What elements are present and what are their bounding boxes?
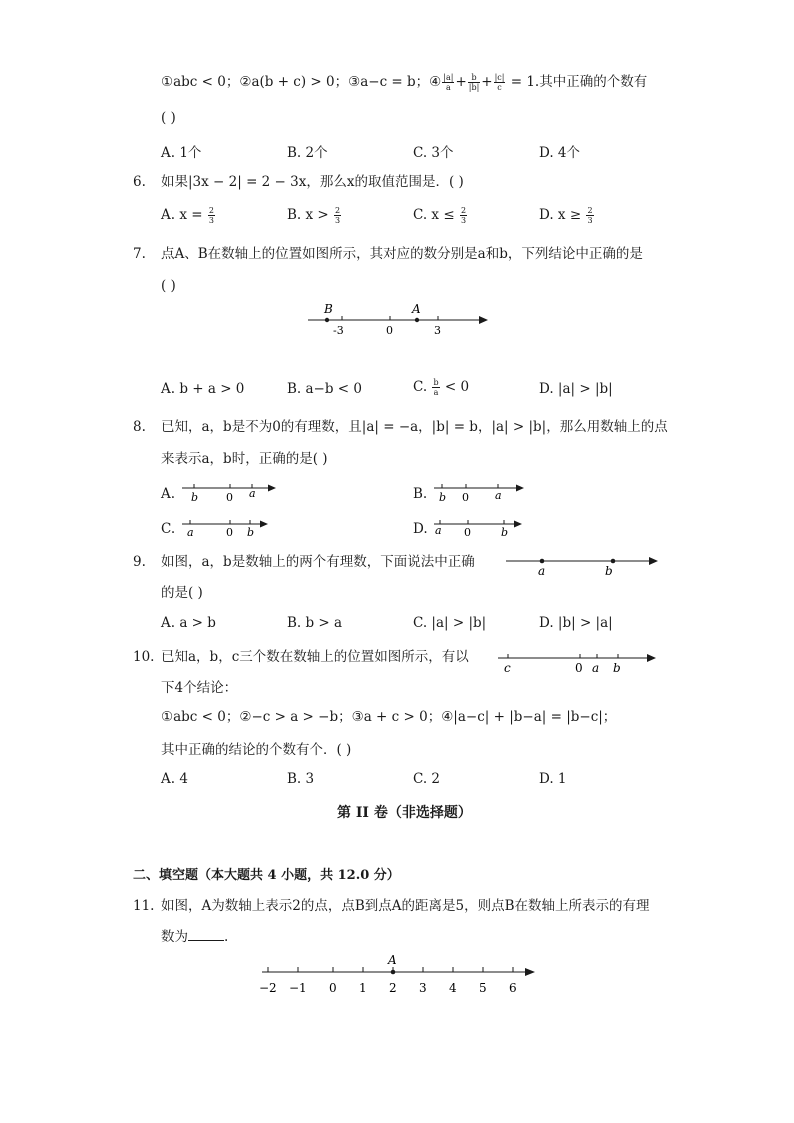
q7-point-a — [415, 318, 419, 322]
q11-tick-label-1: 1 — [359, 981, 367, 995]
q6-number: 6. — [133, 174, 146, 190]
q5-tail: = 1.其中正确的个数有 — [506, 74, 648, 90]
q7-label-a: A — [412, 302, 421, 316]
q11-tick-label-2: 2 — [389, 981, 397, 995]
q6-option-d: D. x ≥ $\frac{2}{3}$ — [539, 206, 593, 225]
q10-option-c: C. 2 — [413, 771, 441, 787]
q7-option-b: B. a−b < 0 — [287, 381, 362, 397]
q5-frac-3: $\frac{|c|}{c}$ — [494, 73, 505, 92]
q7-number: 7. — [133, 246, 146, 262]
q11-point-a — [391, 970, 396, 975]
q8d-label-left: a — [435, 524, 442, 537]
q10-line-1: 已知a，b，c三个数在数轴上的位置如图所示，有以 — [161, 649, 469, 665]
q6-option-a: A. x = $\frac{2}{3}$ — [161, 206, 214, 225]
q8-number: 8. — [133, 419, 146, 435]
q8-option-c-line[interactable] — [178, 514, 278, 542]
q10-label-b: b — [613, 661, 621, 675]
q5-plus-2: + — [481, 74, 493, 90]
q11-answer-blank[interactable] — [188, 928, 224, 941]
q9-option-c: C. |a| > |b| — [413, 615, 487, 631]
q10-label-a: a — [592, 661, 600, 675]
q9-number: 9. — [133, 554, 146, 570]
q11-tick-label-0: 0 — [329, 981, 337, 995]
q10-number-line — [494, 648, 664, 676]
q11-tick-label-neg1: −1 — [289, 981, 307, 995]
q9-option-b: B. b > a — [287, 615, 343, 631]
q7-option-d: D. |a| > |b| — [539, 381, 613, 397]
q9-number-line — [504, 552, 664, 580]
q11-ticks — [268, 967, 513, 972]
q7-text: 点A、B在数轴上的位置如图所示，其对应的数分别是a和b，下列结论中正确的是 — [161, 246, 643, 262]
q9-option-d: D. |b| > |a| — [539, 615, 613, 631]
q7-tick-0: 0 — [386, 324, 393, 337]
q8d-label-zero: 0 — [464, 526, 471, 539]
q11-tick-label-6: 6 — [509, 981, 517, 995]
q8a-label-zero: 0 — [226, 491, 233, 504]
q9-line-1: 如图，a，b是数轴上的两个有理数，下面说法中正确 — [161, 554, 475, 570]
q9-point-b — [611, 559, 616, 564]
q10-label-zero: 0 — [575, 661, 583, 675]
q11-number-line — [256, 952, 546, 998]
q9-line-2: 的是( ) — [161, 585, 203, 601]
q8d-label-right: b — [501, 526, 509, 539]
q8-option-b-line[interactable] — [430, 478, 534, 506]
q5-option-c: C. 3个 — [413, 145, 454, 161]
q8-option-c-label: C. — [161, 521, 176, 537]
q8c-label-left: a — [187, 526, 194, 539]
q5-plus-1: + — [455, 74, 467, 90]
q8-option-a-label: A. — [161, 486, 176, 502]
q7-tick-neg3: -3 — [333, 324, 344, 337]
q10-option-a: A. 4 — [161, 771, 188, 787]
q10-option-d: D. 1 — [539, 771, 567, 787]
q8-option-d-label: D. — [413, 521, 428, 537]
part-2-title: 第 II 卷（非选择题） — [337, 805, 472, 821]
q10-line-2: 下4个结论： — [161, 680, 238, 696]
q8c-label-zero: 0 — [226, 526, 233, 539]
q7-paren: ( ) — [161, 278, 176, 294]
q5-option-b: B. 2个 — [287, 145, 328, 161]
q9-label-a: a — [538, 564, 546, 578]
q5-option-d: D. 4个 — [539, 145, 581, 161]
q11-label-a: A — [388, 953, 397, 967]
q7-label-b: B — [324, 302, 333, 316]
q7-option-c: C. $\frac{b}{a}$ < 0 — [413, 378, 470, 397]
q5-frac-2: $\frac{b}{|b|}$ — [468, 73, 480, 92]
q6-option-c: C. x ≤ $\frac{2}{3}$ — [413, 206, 467, 225]
q6-option-b: B. x > $\frac{2}{3}$ — [287, 206, 341, 225]
q8-option-a-line[interactable] — [178, 478, 282, 506]
q11-number: 11. — [133, 898, 155, 914]
q10-label-c: c — [504, 661, 511, 675]
q11-tick-label-3: 3 — [419, 981, 427, 995]
q5-statements — [161, 72, 647, 92]
q5-frac-1: $\frac{|a|}{a}$ — [443, 73, 454, 92]
q5-paren: ( ) — [161, 110, 176, 126]
q9-option-a: A. a > b — [161, 615, 216, 631]
q7-tick-3: 3 — [434, 324, 441, 337]
q11-tick-label-5: 5 — [479, 981, 487, 995]
q5-text-1: ①abc < 0；②a(b + c) > 0；③a−c = b；④ — [161, 74, 442, 90]
q11-tick-label-neg2: −2 — [259, 981, 277, 995]
q7-number-line — [300, 298, 500, 342]
q11-line-1: 如图，A为数轴上表示2的点，点B到点A的距离是5，则点B在数轴上所表示的有理 — [161, 898, 650, 914]
q5-option-a: A. 1个 — [161, 145, 202, 161]
q11-tick-label-4: 4 — [449, 981, 457, 995]
q8a-label-right: a — [249, 487, 256, 500]
q10-line-4: 其中正确的结论的个数有个．( ) — [161, 742, 352, 758]
q10-line-3: ①abc < 0；②−c > a > −b；③a + c > 0；④|a−c| + |b−a| = |b−c|； — [161, 709, 617, 725]
q8b-label-right: a — [495, 489, 502, 502]
q10-number: 10. — [133, 649, 155, 665]
q8a-label-left: b — [191, 491, 199, 504]
section-2-heading: 二、填空题（本大题共 4 小题，共 12.0 分） — [133, 868, 400, 883]
q8-option-b-label: B. — [413, 486, 428, 502]
q9-label-b: b — [605, 564, 613, 578]
q7-option-a: A. b + a > 0 — [161, 381, 245, 397]
q8b-label-left: b — [439, 491, 447, 504]
q8-line-2: 来表示a，b时，正确的是( ) — [161, 451, 328, 467]
q10-option-b: B. 3 — [287, 771, 315, 787]
q8c-label-right: b — [247, 526, 255, 539]
q8-option-d-line[interactable] — [430, 514, 530, 542]
q6-text: 如果|3x − 2| = 2 − 3x，那么x的取值范围是．( ) — [161, 174, 464, 190]
q9-point-a — [540, 559, 545, 564]
q11-line-2: 数为 . — [161, 929, 229, 945]
q7-point-b — [325, 318, 329, 322]
q8-line-1: 已知，a，b是不为0的有理数，且|a| = −a，|b| = b，|a| > |b|，那么用数轴上的点 — [161, 419, 668, 435]
q8b-label-zero: 0 — [462, 491, 469, 504]
